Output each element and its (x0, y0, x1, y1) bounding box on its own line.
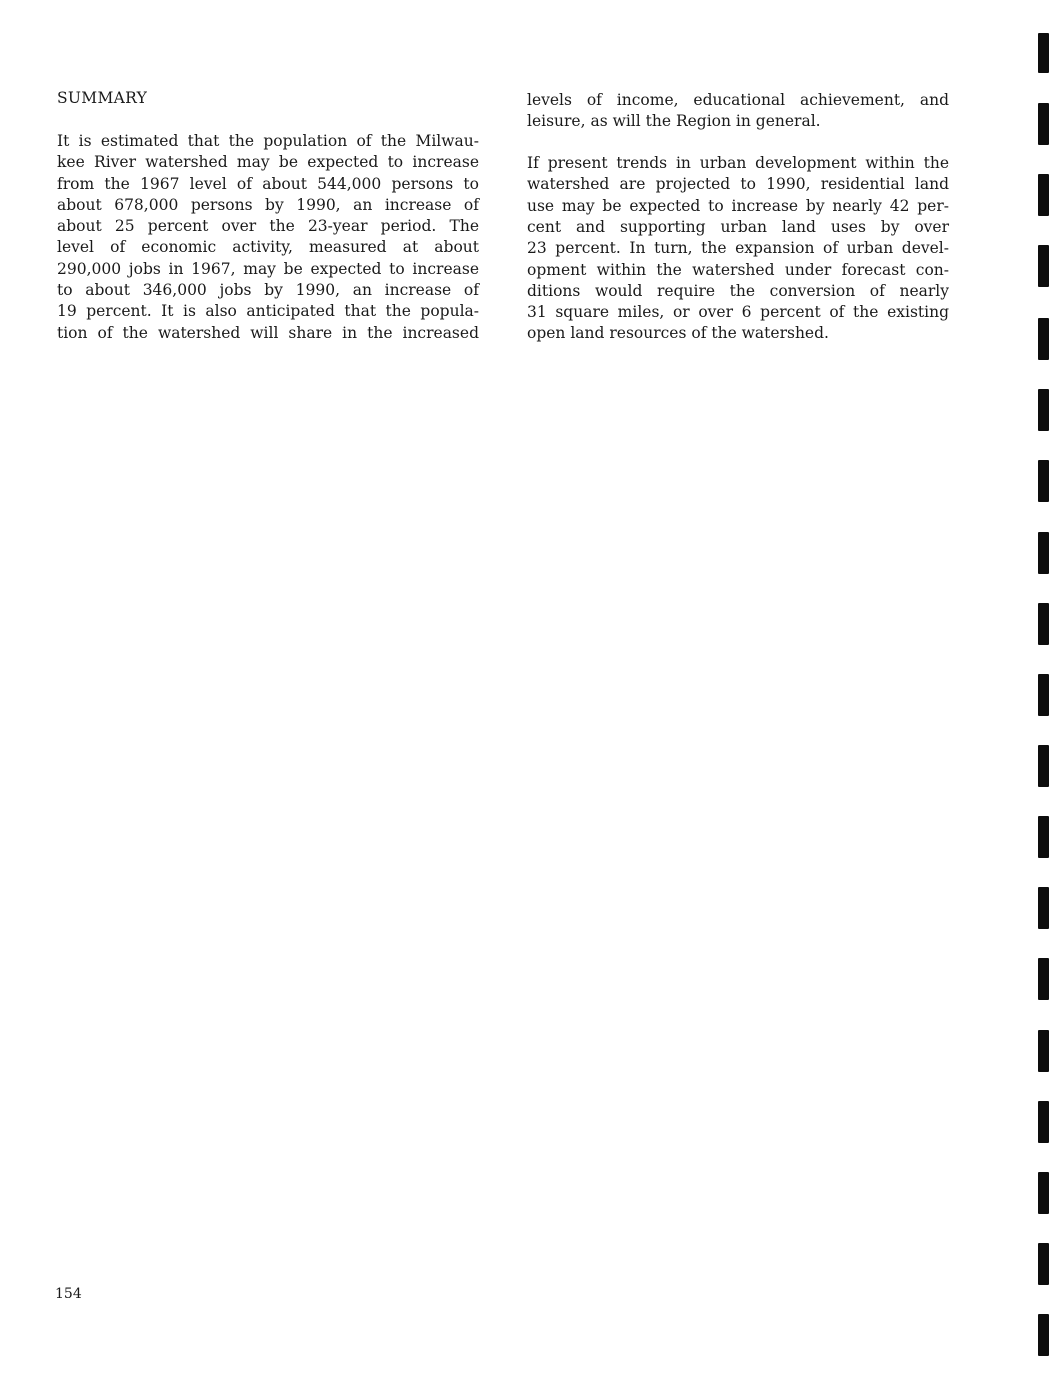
text-line: If present trends in urban development within the (527, 154, 949, 173)
text-line: watershed are projected to 1990, residential land (527, 175, 949, 194)
binding-mark (1038, 245, 1049, 287)
text-line: 31 square miles, or over 6 percent of the existing (527, 303, 949, 322)
section-heading: SUMMARY (57, 89, 148, 107)
binding-mark (1038, 174, 1049, 216)
paragraph (527, 153, 949, 345)
binding-mark (1038, 389, 1049, 431)
text-line: cent and supporting urban land uses by over (527, 217, 949, 236)
page-number: 154 (55, 1286, 82, 1302)
text-line: 19 percent. It is also anticipated that the popula- (57, 302, 479, 321)
binding-mark (1038, 887, 1049, 929)
text-line: from the 1967 level of about 544,000 persons to (57, 174, 479, 193)
text-line: about 678,000 persons by 1990, an increase of (57, 195, 479, 214)
paragraph (527, 90, 949, 133)
binding-marks (1036, 0, 1060, 1380)
text-line: level of economic activity, measured at about (57, 238, 479, 257)
text-line: open land resources of the watershed. (527, 324, 829, 343)
binding-mark (1038, 33, 1049, 73)
text-line: leisure, as will the Region in general. (527, 112, 821, 131)
right-column (527, 90, 949, 345)
text-line: kee River watershed may be expected to increase (57, 153, 479, 172)
binding-mark (1038, 318, 1049, 360)
binding-mark (1038, 460, 1049, 502)
binding-mark (1038, 1314, 1049, 1356)
binding-mark (1038, 674, 1049, 716)
text-line: It is estimated that the population of the Milwau- (57, 132, 479, 150)
text-line: about 25 percent over the 23-year period. The (57, 217, 479, 236)
text-line: to about 346,000 jobs by 1990, an increase of (57, 281, 479, 300)
binding-mark (1038, 958, 1049, 1000)
text-line: 23 percent. In turn, the expansion of urban devel- (527, 239, 949, 258)
text-line: use may be expected to increase by nearly 42 per- (527, 196, 949, 215)
binding-mark (1038, 745, 1049, 787)
binding-mark (1038, 1172, 1049, 1214)
left-column (57, 131, 479, 344)
paragraph (57, 131, 479, 344)
binding-mark (1038, 1243, 1049, 1285)
text-line: opment within the watershed under forecast con- (527, 260, 949, 279)
text-line: tion of the watershed will share in the increased (57, 323, 479, 342)
text-line: levels of income, educational achievement, and (527, 91, 949, 109)
binding-mark (1038, 1030, 1049, 1072)
binding-mark (1038, 103, 1049, 145)
binding-mark (1038, 532, 1049, 574)
binding-mark (1038, 1101, 1049, 1143)
binding-mark (1038, 816, 1049, 858)
text-line: 290,000 jobs in 1967, may be expected to increase (57, 259, 479, 278)
text-line: ditions would require the conversion of nearly (527, 281, 949, 300)
paragraph-gap (527, 133, 949, 154)
binding-mark (1038, 603, 1049, 645)
